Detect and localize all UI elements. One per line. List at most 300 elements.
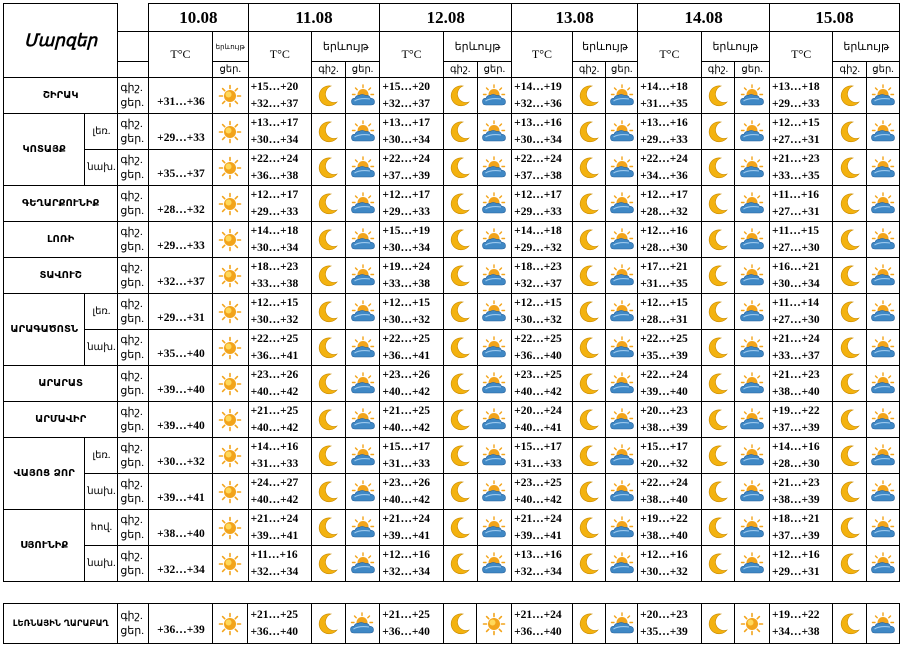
time-of-day	[118, 402, 149, 438]
temp-night: +12…+16	[771, 548, 820, 561]
temp-day: +30…+32	[250, 313, 299, 326]
day-label: ցեր.	[120, 528, 144, 541]
temp-day: +28…+32	[640, 205, 688, 218]
subzone-label: նախ.	[85, 330, 118, 366]
weather-cell	[311, 604, 345, 644]
weather-cell	[833, 186, 867, 222]
sun-behind-cloud-icon	[609, 446, 635, 463]
day-label: ցեր.	[120, 96, 144, 109]
day-label: ցեր.	[120, 564, 144, 577]
temp-range	[769, 186, 832, 222]
weather-cell	[867, 258, 900, 294]
night-label: գիշ.	[120, 609, 143, 622]
weather-cell	[345, 402, 380, 438]
moon-icon	[448, 230, 472, 247]
table-row	[4, 438, 900, 456]
temp-range	[512, 438, 573, 474]
weather-cell	[833, 604, 867, 644]
weather-cell	[572, 438, 606, 474]
moon-icon	[316, 194, 340, 211]
weather-cell	[345, 186, 380, 222]
moon-icon	[838, 482, 862, 499]
sun-behind-cloud-icon	[739, 446, 765, 463]
weather-cell	[345, 438, 380, 474]
temp-night: +18…+23	[514, 260, 562, 273]
temp-range	[248, 186, 311, 222]
moon-icon	[577, 482, 601, 499]
temp-range	[380, 402, 443, 438]
temp-day: +30…+34	[382, 241, 430, 254]
sun-behind-cloud-icon	[481, 482, 507, 499]
sun-behind-cloud-icon	[739, 194, 765, 211]
table-row	[4, 546, 900, 564]
weather-cell	[345, 78, 380, 114]
temp-range	[248, 258, 311, 294]
temp-night: +23…+25	[514, 476, 562, 489]
sun-behind-cloud-icon	[739, 518, 765, 535]
temp-day: +36…+40	[514, 349, 562, 362]
moon-icon	[577, 122, 601, 139]
weather-cell	[701, 114, 735, 150]
time-of-day	[118, 222, 149, 258]
temp-range	[769, 474, 832, 510]
temp-day: +38…+40	[640, 493, 688, 506]
time-of-day	[118, 114, 149, 150]
moon-icon	[448, 482, 472, 499]
weather-cell	[312, 366, 346, 402]
temp-night: +14…+18	[514, 224, 562, 237]
temp-range	[248, 222, 311, 258]
sun-behind-cloud-icon	[609, 518, 635, 535]
temp-range	[638, 294, 701, 330]
temp-day: +37…+38	[514, 169, 562, 182]
weather-cell	[867, 186, 900, 222]
temp-range	[380, 510, 443, 546]
weather-cell	[477, 604, 512, 644]
temp-day: +35…+39	[640, 625, 688, 638]
region-name: ԱՐԱՐԱՏ	[4, 366, 118, 402]
night-label: գիշ.	[120, 441, 143, 454]
weather-cell	[477, 294, 512, 330]
temp-header: T°C	[638, 32, 701, 78]
temp-range	[380, 330, 443, 366]
weather-cell	[867, 546, 900, 582]
temp-range	[638, 258, 701, 294]
weather-cell	[606, 258, 638, 294]
day-label: ցեր.	[120, 276, 144, 289]
weather-cell	[701, 222, 735, 258]
weather-cell	[606, 604, 638, 644]
table-row	[4, 114, 900, 132]
sun-behind-cloud-icon	[481, 266, 507, 283]
temp-night: +13…+16	[640, 116, 688, 129]
temp-night: +21…+24	[514, 512, 562, 525]
temp-day: +36…+39	[149, 604, 213, 644]
weather-cell	[833, 510, 867, 546]
moon-icon	[577, 194, 601, 211]
moon-icon	[706, 374, 730, 391]
time-of-day	[118, 438, 149, 474]
sun-behind-cloud-icon	[350, 302, 376, 319]
sun-behind-cloud-icon	[350, 230, 376, 247]
temp-range	[512, 604, 573, 644]
temp-day: +40…+42	[382, 421, 430, 434]
sun-icon	[218, 338, 242, 355]
night-label: գիշ.	[120, 189, 143, 202]
sun-icon	[218, 482, 242, 499]
sun-behind-cloud-icon	[870, 446, 896, 463]
temp-day: +28…+30	[640, 241, 688, 254]
weather-cell	[443, 222, 477, 258]
time-of-day	[118, 78, 149, 114]
temp-range	[380, 186, 443, 222]
temp-night: +19…+22	[771, 404, 820, 417]
sun-behind-cloud-icon	[870, 554, 896, 571]
temp-range	[512, 510, 573, 546]
region-column-header: Մարզեր	[4, 4, 118, 78]
temp-night: +12…+17	[250, 188, 299, 201]
temp-day: +35…+39	[640, 349, 688, 362]
night-subheader: գիշ.	[572, 62, 606, 78]
weather-cell	[443, 366, 477, 402]
subzone-label: նախ.	[85, 546, 118, 582]
table-row	[4, 294, 900, 312]
moon-icon	[838, 518, 862, 535]
temp-day: +32…+37	[250, 97, 299, 110]
time-of-day	[118, 330, 149, 366]
temp-night: +12…+17	[514, 188, 562, 201]
sun-behind-cloud-icon	[609, 86, 635, 103]
weather-cell	[477, 438, 512, 474]
temp-range	[380, 294, 443, 330]
temp-day: +39…+41	[149, 474, 213, 510]
weather-cell	[572, 186, 606, 222]
weather-cell	[572, 330, 606, 366]
temp-range	[769, 294, 832, 330]
moon-icon	[316, 554, 340, 571]
temp-range	[638, 78, 701, 114]
moon-icon	[706, 614, 730, 631]
temp-night: +14…+18	[640, 80, 688, 93]
temp-day: +30…+34	[250, 133, 299, 146]
weather-cell	[606, 222, 638, 258]
temp-range	[248, 604, 312, 644]
moon-icon	[838, 86, 862, 103]
temp-day: +30…+34	[771, 277, 820, 290]
weather-cell	[443, 78, 477, 114]
temp-range	[638, 402, 701, 438]
sun-behind-cloud-icon	[481, 410, 507, 427]
temp-night: +23…+26	[382, 476, 430, 489]
weather-cell	[606, 402, 638, 438]
weather-cell	[867, 604, 900, 644]
weather-cell	[345, 546, 380, 582]
region-name: ԼԵՌՆԱՅԻՆ ՂԱՐԱԲԱՂ	[4, 604, 118, 644]
temp-night: +11…+15	[771, 224, 819, 237]
moon-icon	[577, 158, 601, 175]
temp-header: T°C	[769, 32, 832, 78]
temp-night: +21…+24	[514, 608, 562, 621]
temp-day: +32…+34	[149, 546, 213, 582]
sun-icon	[482, 614, 506, 631]
temp-day: +39…+40	[640, 385, 688, 398]
region-name: ՏԱՎՈՒՇ	[4, 258, 118, 294]
weather-cell	[312, 510, 346, 546]
sun-behind-cloud-icon	[739, 338, 765, 355]
weather-cell	[701, 258, 735, 294]
temp-range	[769, 114, 832, 150]
sun-behind-cloud-icon	[870, 338, 896, 355]
weather-cell	[833, 222, 867, 258]
sun-behind-cloud-icon	[350, 266, 376, 283]
weather-cell	[701, 366, 735, 402]
sun-behind-cloud-icon	[870, 122, 896, 139]
weather-cell	[477, 366, 512, 402]
temp-day: +32…+36	[514, 97, 562, 110]
temp-range	[512, 474, 573, 510]
moon-icon	[448, 554, 472, 571]
sun-behind-cloud-icon	[739, 302, 765, 319]
weather-cell	[833, 438, 867, 474]
weather-cell	[606, 366, 638, 402]
forecast-table	[3, 3, 900, 582]
weather-cell	[701, 604, 735, 644]
temp-day: +30…+34	[382, 133, 430, 146]
temp-day: +34…+38	[771, 625, 820, 638]
sun-behind-cloud-icon	[870, 614, 896, 631]
sun-icon	[218, 410, 242, 427]
weather-cell	[833, 114, 867, 150]
temp-day: +31…+35	[640, 97, 688, 110]
temp-night: +13…+17	[250, 116, 299, 129]
sun-behind-cloud-icon	[739, 230, 765, 247]
moon-icon	[316, 482, 340, 499]
weather-cell	[867, 222, 900, 258]
temp-night: +13…+16	[514, 548, 562, 561]
day-subheader: ցեր.	[867, 62, 900, 78]
time-of-day	[118, 150, 149, 186]
temp-day: +30…+34	[514, 133, 562, 146]
day-subheader: ցեր.	[606, 62, 638, 78]
moon-icon	[448, 158, 472, 175]
temp-night: +23…+26	[382, 368, 430, 381]
moon-icon	[706, 518, 730, 535]
weather-header: երևույթ	[212, 32, 248, 62]
moon-icon	[448, 410, 472, 427]
temp-night: +14…+18	[250, 224, 299, 237]
sun-behind-cloud-icon	[609, 374, 635, 391]
night-label: գիշ.	[120, 405, 143, 418]
temp-day: +33…+35	[771, 169, 820, 182]
temp-night: +12…+15	[771, 116, 820, 129]
weather-cell	[606, 546, 638, 582]
temp-night: +15…+20	[382, 80, 430, 93]
moon-icon	[448, 86, 472, 103]
temp-range	[769, 546, 832, 582]
day-label: ցեր.	[120, 132, 144, 145]
temp-day: +37…+39	[771, 529, 820, 542]
sun-behind-cloud-icon	[481, 338, 507, 355]
temp-day: +31…+33	[250, 457, 299, 470]
moon-icon	[577, 446, 601, 463]
temp-night: +21…+25	[382, 404, 430, 417]
sun-icon	[218, 302, 242, 319]
weather-cell	[606, 510, 638, 546]
weather-cell	[833, 474, 867, 510]
sun-behind-cloud-icon	[350, 518, 376, 535]
temp-night: +22…+24	[640, 476, 688, 489]
temp-night: +11…+14	[771, 296, 819, 309]
weather-cell	[312, 222, 346, 258]
sun-icon	[218, 446, 242, 463]
night-label: գիշ.	[120, 513, 143, 526]
temp-night: +22…+25	[382, 332, 430, 345]
sun-behind-cloud-icon	[481, 194, 507, 211]
temp-range	[512, 366, 573, 402]
temp-day: +29…+33	[771, 97, 820, 110]
moon-icon	[448, 338, 472, 355]
moon-icon	[706, 554, 730, 571]
night-label: գիշ.	[120, 369, 143, 382]
temp-night: +15…+19	[382, 224, 430, 237]
sun-behind-cloud-icon	[870, 230, 896, 247]
weather-header: երևույթ	[443, 32, 511, 62]
weather-cell	[572, 546, 606, 582]
moon-icon	[577, 230, 601, 247]
temp-range	[512, 258, 573, 294]
temp-day: +38…+39	[640, 421, 688, 434]
day-label: ցեր.	[120, 204, 144, 217]
temp-day: +20…+32	[640, 457, 688, 470]
day-subheader: ցեր.	[212, 62, 248, 78]
weather-cell	[312, 330, 346, 366]
weather-cell	[572, 366, 606, 402]
weather-cell	[477, 186, 512, 222]
date-header: 10.08	[149, 4, 248, 32]
temp-day: +40…+42	[382, 493, 430, 506]
night-label: գիշ.	[120, 261, 143, 274]
moon-icon	[316, 302, 340, 319]
day-label: ցեր.	[120, 384, 144, 397]
temp-day: +36…+41	[382, 349, 430, 362]
subzone-label: լեռ.	[85, 114, 118, 150]
temp-day: +27…+30	[771, 313, 820, 326]
temp-day: +29…+33	[149, 114, 213, 150]
temp-night: +16…+21	[771, 260, 820, 273]
weather-cell	[572, 294, 606, 330]
weather-cell	[701, 78, 735, 114]
weather-cell	[867, 474, 900, 510]
sun-behind-cloud-icon	[870, 194, 896, 211]
region-name: ԼՈՌԻ	[4, 222, 118, 258]
weather-cell	[735, 604, 770, 644]
moon-icon	[838, 266, 862, 283]
temp-range	[248, 294, 311, 330]
temp-range	[380, 438, 443, 474]
weather-header: երևույթ	[833, 32, 900, 62]
sun-icon	[218, 518, 242, 535]
moon-icon	[706, 266, 730, 283]
weather-cell	[212, 546, 248, 582]
moon-icon	[838, 410, 862, 427]
weather-cell	[477, 114, 512, 150]
temp-day: +40…+42	[250, 493, 299, 506]
temp-night: +24…+27	[250, 476, 299, 489]
day-label: ցեր.	[120, 168, 144, 181]
table-row	[4, 510, 900, 528]
sun-behind-cloud-icon	[481, 518, 507, 535]
subzone-label: նախ.	[85, 474, 118, 510]
weather-cell	[212, 330, 248, 366]
temp-range	[638, 366, 701, 402]
temp-night: +22…+25	[640, 332, 688, 345]
temp-day: +33…+38	[250, 277, 299, 290]
temp-night: +20…+23	[640, 608, 688, 621]
temp-night: +22…+25	[250, 332, 299, 345]
spacer	[118, 32, 149, 62]
weather-cell	[867, 294, 900, 330]
weather-cell	[701, 474, 735, 510]
table-row	[4, 474, 900, 492]
sun-icon	[218, 614, 242, 631]
subzone-label: լեռ.	[85, 294, 118, 330]
sun-behind-cloud-icon	[609, 410, 635, 427]
sun-behind-cloud-icon	[870, 482, 896, 499]
sun-behind-cloud-icon	[350, 482, 376, 499]
temp-night: +12…+16	[640, 224, 688, 237]
weather-cell	[572, 604, 606, 644]
moon-icon	[706, 86, 730, 103]
temp-night: +15…+17	[382, 440, 430, 453]
temp-day: +32…+34	[382, 565, 430, 578]
table-row	[4, 330, 900, 348]
night-subheader: գիշ.	[443, 62, 477, 78]
weather-cell	[312, 294, 346, 330]
time-of-day	[118, 186, 149, 222]
weather-cell	[867, 150, 900, 186]
temp-range	[380, 366, 443, 402]
temp-range	[638, 222, 701, 258]
temp-night: +12…+16	[382, 548, 430, 561]
temp-day: +38…+40	[771, 385, 820, 398]
temp-night: +14…+19	[514, 80, 562, 93]
temp-day: +40…+42	[514, 385, 562, 398]
temp-day: +30…+32	[149, 438, 213, 474]
temp-day: +37…+39	[771, 421, 820, 434]
sun-icon	[218, 122, 242, 139]
sun-behind-cloud-icon	[350, 158, 376, 175]
weather-cell	[443, 438, 477, 474]
moon-icon	[838, 338, 862, 355]
temp-night: +14…+16	[771, 440, 820, 453]
weather-cell	[443, 474, 477, 510]
temp-night: +13…+17	[382, 116, 430, 129]
temp-range	[638, 546, 701, 582]
weather-cell	[345, 150, 380, 186]
sun-behind-cloud-icon	[609, 554, 635, 571]
weather-cell	[833, 258, 867, 294]
sun-behind-cloud-icon	[870, 518, 896, 535]
temp-range	[248, 78, 311, 114]
weather-cell	[606, 438, 638, 474]
temp-range	[769, 150, 832, 186]
temp-night: +21…+25	[382, 608, 430, 621]
temp-night: +15…+20	[250, 80, 299, 93]
moon-icon	[448, 614, 472, 631]
temp-range	[769, 366, 832, 402]
temp-night: +22…+24	[250, 152, 299, 165]
temp-range	[248, 546, 311, 582]
